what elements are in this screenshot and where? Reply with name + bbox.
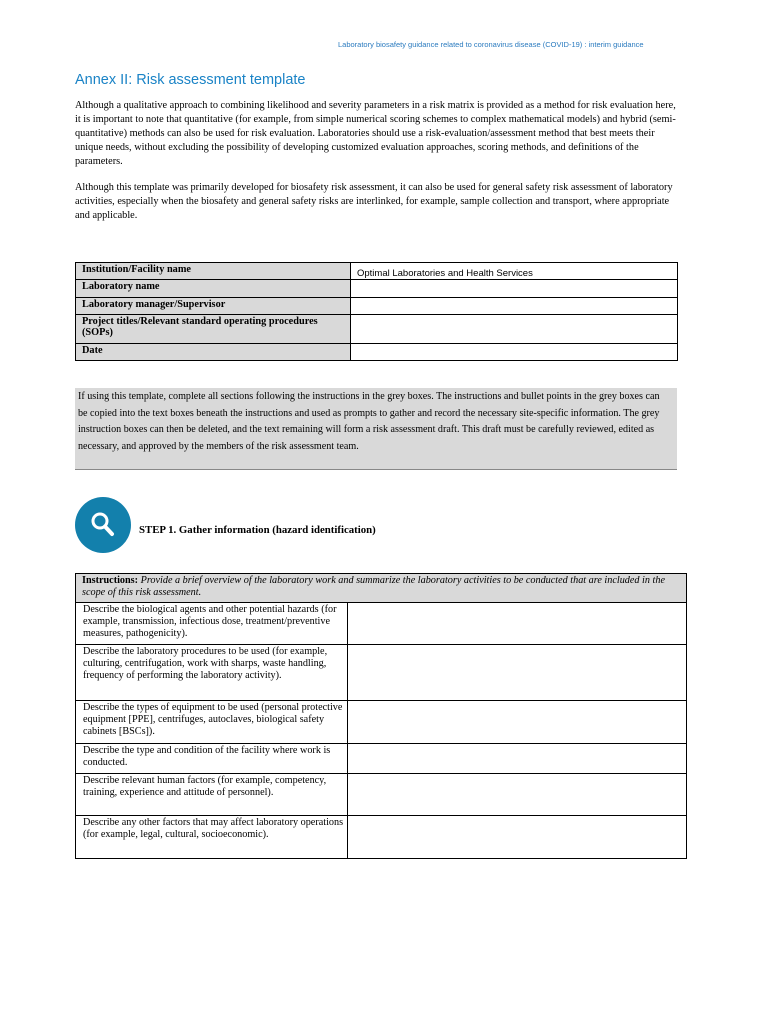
info-row-project-titles [76,315,678,344]
step1-instructions-cell [76,574,687,603]
instructions-text: Provide a brief overview of the laboratory work and summarize the laboratory activities to be conducted that are included in the scope of this risk assessment. [82,575,665,598]
info-label: Institution/Facility name [76,263,351,280]
info-label: Date [76,344,351,361]
info-label: Laboratory name [76,280,351,298]
step1-instructions-row [76,574,687,603]
step1-answer-field[interactable] [348,774,687,816]
step1-row-other-factors [76,816,687,859]
step1-answer-field[interactable] [348,744,687,774]
info-row-date [76,344,678,361]
step1-icon-circle [75,497,131,553]
info-value-field[interactable] [351,315,678,344]
step1-question: Describe the biological agents and other potential hazards (for example, transmission, infectious dose, treatment/preventive measures, pathogenicity). [76,603,348,645]
step1-row-equipment [76,701,687,744]
annex-title: Annex II: Risk assessment template [75,72,306,88]
info-value-field[interactable] [351,280,678,298]
instruction-grey-box [75,388,677,470]
step1-row-biological-agents [76,603,687,645]
info-label: Project titles/Relevant standard operating procedures (SOPs) [76,315,351,344]
instructions-label: Instructions: [82,575,139,586]
step1-row-facility [76,744,687,774]
info-value-field[interactable]: Optimal Laboratories and Health Services [351,263,678,280]
facility-info-table [75,262,678,361]
step1-title: STEP 1. Gather information (hazard identification) [139,524,376,536]
step1-question: Describe the laboratory procedures to be used (for example, culturing, centrifugation, work with sharps, waste handling, frequency of performing the laboratory activity). [76,645,348,701]
step1-question: Describe any other factors that may affect laboratory operations (for example, legal, cultural, socioeconomic). [76,816,348,859]
magnifier-icon [75,497,131,553]
step1-answer-field[interactable] [348,816,687,859]
step1-row-human-factors [76,774,687,816]
intro-paragraph-1: Although a qualitative approach to combining likelihood and severity parameters in a risk matrix is provided as a method for risk evaluation here, it is important to note that quantitative (for example, from simple numerical scoring schemes to complex mathematical models) and hybrid (semi-quantitative) methods can also be used for risk evaluation. Laboratories should use a risk-evaluation/assessment method that best meets their unique needs, without excluding the possibility of developing customized evaluation approaches, scoring methods, and definitions of the parameters. [75,100,676,167]
info-row-manager [76,298,678,315]
step1-question: Describe the type and condition of the facility where work is conducted. [76,744,348,774]
step1-answer-field[interactable] [348,701,687,744]
step1-answer-field[interactable] [348,603,687,645]
grey-box-text: If using this template, complete all sections following the instructions in the grey boxes. The instructions and bullet points in the grey boxes can be copied into the text boxes beneath the instructions and used as prompts to gather and record the necessary site-specific information. The grey instruction boxes can then be deleted, and the text remaining will form a risk assessment draft. This draft must be carefully reviewed, edited as necessary, and approved by the members of the risk assessment team. [78,391,660,452]
info-row-laboratory-name [76,280,678,298]
step1-table [75,573,687,859]
document-header-note: Laboratory biosafety guidance related to coronavirus disease (COVID-19) : interim guidance [338,40,644,49]
step1-question: Describe the types of equipment to be used (personal protective equipment [PPE], centrifuges, autoclaves, biological safety cabinets [BSCs]). [76,701,348,744]
info-value-field[interactable] [351,344,678,361]
info-row-institution [76,263,678,280]
step1-answer-field[interactable] [348,645,687,701]
info-label: Laboratory manager/Supervisor [76,298,351,315]
intro-paragraph-2: Although this template was primarily developed for biosafety risk assessment, it can also be used for general safety risk assessment of laboratory activities, especially when the biosafety and general safety risks are interlinked, for example, sample collection and transport, where appropriate and applicable. [75,182,673,221]
step1-question: Describe relevant human factors (for example, competency, training, experience and attitude of personnel). [76,774,348,816]
step1-row-procedures [76,645,687,701]
info-value-field[interactable] [351,298,678,315]
